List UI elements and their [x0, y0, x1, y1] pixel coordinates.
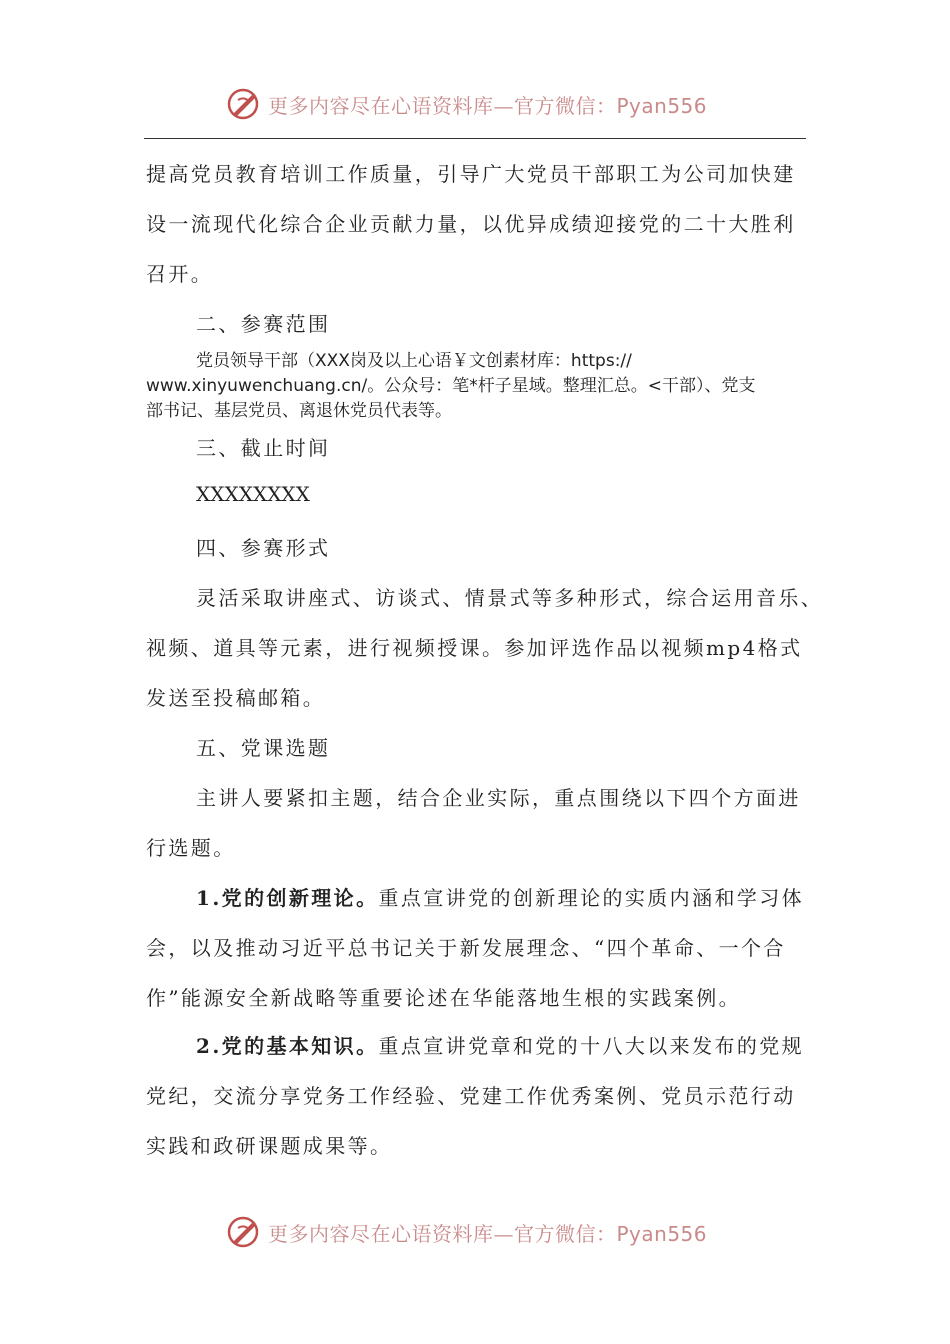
body-text-line: 党员领导干部（XXX岗及以上心语￥文创素材库：https://	[196, 351, 632, 371]
body-text-line: 发送至投稿邮箱。	[146, 686, 326, 710]
pen-circle-logo-icon	[226, 1214, 262, 1250]
deadline-value: XXXXXXXX	[196, 482, 310, 506]
pen-circle-logo-icon	[226, 86, 262, 122]
list-item-line: 实践和政研课题成果等。	[146, 1134, 393, 1158]
header-rule	[144, 138, 806, 139]
section-heading: 五、党课选题	[196, 736, 331, 760]
list-item-line: 2.党的基本知识。重点宣讲党章和党的十八大以来发布的党规	[196, 1034, 805, 1058]
section-heading: 三、截止时间	[196, 436, 331, 460]
body-text-line: 主讲人要紧扣主题，结合企业实际，重点围绕以下四个方面进	[196, 786, 801, 810]
body-text-line: 设一流现代化综合企业贡献力量，以优异成绩迎接党的二十大胜利	[146, 212, 796, 236]
section-heading: 二、参赛范围	[196, 312, 331, 336]
list-item-line: 党纪，交流分享党务工作经验、党建工作优秀案例、党员示范行动	[146, 1084, 796, 1108]
section-heading: 四、参赛形式	[196, 536, 331, 560]
list-item-line: 作”能源安全新战略等重要论述在华能落地生根的实践案例。	[146, 986, 742, 1010]
body-text-line: 灵活采取讲座式、访谈式、情景式等多种形式，综合运用音乐、	[196, 586, 824, 610]
header-banner-text: 更多内容尽在心语资料库—官方微信：Pyan556	[268, 93, 708, 118]
list-item-title: 2.党的基本知识。	[196, 1034, 379, 1058]
body-text-line: 召开。	[146, 262, 214, 286]
body-text-line: 提高党员教育培训工作质量，引导广大党员干部职工为公司加快建	[146, 162, 796, 186]
footer-banner	[226, 1212, 707, 1252]
list-item-line: 会，以及推动习近平总书记关于新发展理念、“四个革命、一个合	[146, 936, 786, 960]
body-text-line: 部书记、基层党员、离退休党员代表等。	[146, 401, 452, 421]
body-text-line: 行选题。	[146, 836, 236, 860]
list-item-line: 1.党的创新理论。重点宣讲党的创新理论的实质内涵和学习体	[196, 886, 805, 910]
footer-banner-text: 更多内容尽在心语资料库—官方微信：Pyan556	[268, 1221, 708, 1246]
body-text-line: www.xinyuwenchuang.cn/。公众号：笔*杆子星域。整理汇总。<干部）、党支	[146, 376, 756, 396]
body-text-line: 视频、道具等元素，进行视频授课。参加评选作品以视频mp4格式	[146, 636, 803, 660]
list-item-title: 1.党的创新理论。	[196, 886, 379, 910]
header-banner	[226, 84, 707, 124]
